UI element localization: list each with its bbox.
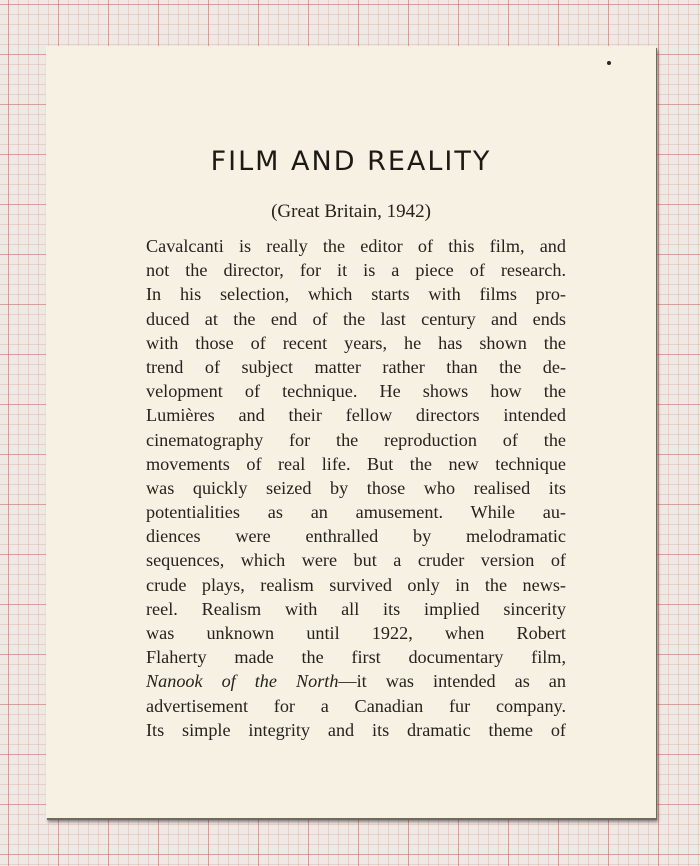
text-line: cinematography for the reproduction of the [146, 429, 566, 450]
text-line: In his selection, which starts with films pro- [146, 284, 566, 305]
text-line: Lumières and their fellow directors intended [146, 405, 566, 426]
film-title-italic: Nanook of the North [146, 671, 339, 692]
text-line: Its simple integrity and its dramatic theme of [146, 719, 566, 740]
body-paragraph [146, 234, 566, 742]
page-subtitle: (Great Britain, 1942) [271, 201, 431, 222]
text-line: was unknown until 1922, when Robert [146, 623, 566, 643]
text-line: was quickly seized by those who realised its [146, 477, 566, 498]
text-line: not the director, for it is a piece of research. [146, 260, 566, 281]
text-line: Flaherty made the first documentary film, [146, 647, 566, 668]
text-line: with those of recent years, he has shown the [146, 332, 566, 353]
text-line: velopment of technique. He shows how the [146, 381, 566, 402]
text-line: advertisement for a Canadian fur company. [146, 695, 566, 716]
text-line: movements of real life. But the new technique [146, 453, 566, 474]
text-line: duced at the end of the last century and ends [146, 308, 566, 329]
text-line: reel. Realism with all its implied sincerity [146, 598, 566, 619]
text-line: Cavalcanti is really the editor of this film, and [146, 236, 566, 256]
ink-dot [607, 61, 611, 65]
text-line: sequences, which were but a cruder version of [146, 550, 566, 571]
text-line: potentialities as an amusement. While au- [146, 502, 566, 523]
text-line: crude plays, realism survived only in the news- [146, 574, 566, 595]
page-title: FILM AND REALITY [210, 146, 492, 177]
text-line-italic-title [146, 669, 566, 693]
document-card [46, 46, 656, 818]
text-line-rest: —it was intended as an [338, 671, 566, 692]
text-line: trend of subject matter rather than the de- [146, 356, 566, 377]
text-line: diences were enthralled by melodramatic [146, 526, 566, 547]
